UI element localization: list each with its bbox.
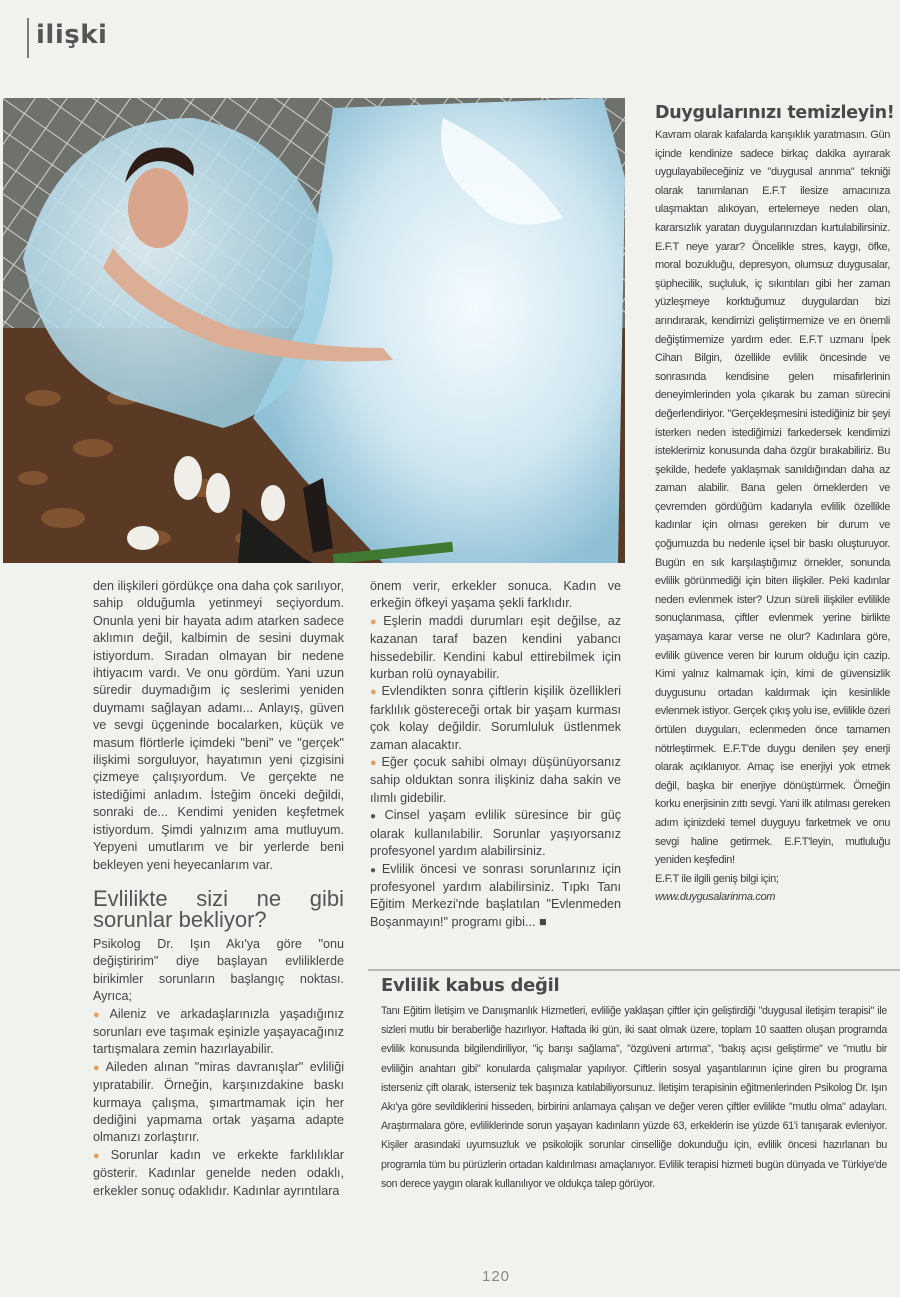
middle-column <box>370 578 621 931</box>
box-body: Tanı Eğitim İletişim ve Danışmanlık Hizmetleri, evliliğe yaklaşan çiftler için geliştirdiği "duygusal iletişim terapisi" ile sizleri mutlu bir beraberliğe hazırlıyor. Haftada iki gün, iki saat olmak üzere, toplam 10 saatten oluşan programda evlilik konusunda bilgilendiriliyor, "iç barışı sağlama", "özgüveni artırma", "bakış açısı geliştirme" ve "mutlu bir evliliğin anahtarı gibi" konularda çalışmalar yapılıyor. Çiftlerin sosyal yaşantılarının içine giren bu programa isterseniz çift olarak, isterseniz tek başınıza katılabiliyorsunuz. İletişim terapisinin eğitmenlerinden Psikolog Dr. Işın Akı'ya göre sevildiklerini hisseden, birbirini anlamaya çalışan ve değer veren çiftler evlilikte "mutlu olma" adayları. Araştırmalara göre, evliliklerinde sorun yaşayan kadınların yüzde 63, erkeklerin ise yüzde 61'i tanışarak evleniyor. Kişiler arasındaki uyumsuzluk ve psikolojik sorunlar cinselliğe dokunduğu için, evlilik öncesi hazırlanan bu programla tüm bu pürüzlerin ortadan kaldırılması amaçlanıyor. Evlilik terapisi hizmeti bugün dünyada ve Türkiye'de son derece yaygın olarak kullanılıyor ve oldukça talep görüyor. <box>381 1005 887 1190</box>
bride-photo-illustration <box>3 98 625 563</box>
page-number: 120 <box>482 1268 511 1285</box>
left-bullet: ● Sorunlar kadın ve erkekte farklılıklar gösterir. Kadınlar genelde neden odaklı, erkekler sonuç odaklıdır. Kadınlar ayrıntılara <box>93 1147 344 1198</box>
middle-bullet: ● Evlendikten sonra çiftlerin kişilik özellikleri farklılık göstereceği ortak bir yaşam kurması çok kolay değildir. Sorumluluk üstlenmek zaman alacaktır. <box>370 684 621 752</box>
website-link[interactable]: www.duygusalarinma.com <box>655 891 776 904</box>
section-title: ilişki <box>36 20 108 50</box>
middle-bullet: ● Evlilik öncesi ve sonrası sorunlarınız için profesyonel yardım alabilirsiniz. Tıpkı Tanı Eğitim Merkezi'nde başlatılan "Evlenmeden Boşanmayın!" programı gibi... ■ <box>370 861 621 929</box>
bullet-dot-icon: ● <box>370 686 379 699</box>
bullet-dot-icon: ● <box>93 1061 103 1074</box>
right-info: E.F.T ile ilgili geniş bilgi için; <box>655 872 779 885</box>
left-column <box>93 578 344 1200</box>
right-heading: Duygularınızı temizleyin! <box>655 103 895 123</box>
bullet-dot-icon: ● <box>370 615 381 628</box>
end-square-icon: ■ <box>538 914 547 929</box>
bullet-dot-icon: ● <box>93 1008 107 1021</box>
left-intro: Psikolog Dr. Işın Akı'ya göre "onu değiştiririm" diye başlayan evliliklerde birikimler sorunların başlangıç noktası. Ayrıca; <box>93 936 344 1004</box>
left-paragraph: den ilişkileri gördükçe ona daha çok sarılıyor, sahip olduğumla yetinmeyi seçiyordum. Onunla yeni bir hayata adım atarken sadece aklımın değil, kalbimin de sesini duymak istiyordum. Sıradan olmayan bir nedene ihtiyacım vardı. Ve onu gördüm. Yani uzun süredir duymadığım iç seslerimi yeniden duymamı sağlayan adamı... Anlayış, güven ve sevgi üçgeninde bocalarken, küçük ve masum flörtlerle içimdeki "beni" ve "gerçek" ilişkimi sorguluyor, hayatımın yeni çizgisini çizmeye çalışıyordum. Ve gerçekte ne istediğimi anladım. İsteğim önceki değildi, sonraki de... Kendimi yeniden keşfetmek istiyordum. Şimdi yalnızım ama mutluyum. Yepyeni umutlarım ve bir yerlerde beni bekleyen yeni heyecanlarım var. <box>93 579 344 872</box>
bullet-dot-icon: ● <box>93 1149 108 1162</box>
box-divider <box>368 969 900 971</box>
section-marker <box>27 18 29 58</box>
left-bullet: ● Aileden alınan "miras davranışlar" evliliği yıpratabilir. Örneğin, karşınızdakine baskı kurmaya çalışma, şımartmamak için her dediğini yapmama ortak yaşama adapte olmanızı zorlaştırır. <box>93 1059 344 1145</box>
right-body: Kavram olarak kafalarda karışıklık yaratmasın. Gün içinde kendinize sadece birkaç dakika ayırarak uygulayabileceğiniz ve "duygusal arınma" tekniği olarak tanımlanan E.F.T ilesize amacınıza ulaşmaktan alıkoyan, ertelemeye neden olan, kararsızlık yaratan duygularınızdan kurtulabilirsiniz. E.F.T neye yarar? Öncelikle stres, kaygı, öfke, moral bozukluğu, depresyon, olumsuz duygusalar, şüphecilik, suçluluk, iç sıkıntıları gibi her zaman yüzleşmeye korktuğumuz duygulardan bizi arındırarak, kendimizi geliştirmemize ve en önemli değiştirmemize yardım eder. E.F.T uzmanı İpek Cihan Bilgin, özellikle evlilik öncesinde ve sonrasında kendisine gelen misafirlerinin deneyimlerinden yola çıkarak bu zaman sürecini değerlendiriyor. "Gerçekleşmesini istediğiniz bir şeyi isterken neden istediğimizi farkedersek kendimizi isteklerimiz konusunda daha özgür bırakabiliriz. Bu şekilde, hedefe yaklaşmak sanıldığından daha az zaman alabilir. Bana gelen örneklerden ve çevremden gördüğüm kadarıyla evlilik özellikle kadınlar için olması gereken bir durum ve çoğumuzda bu nedenle içsel bir baskı oluşturuyor. Bugün en sık karşılaştığımız örnekler, sonunda evlilik görünmediği için biten ilişkiler. Peki kadınlar neden evlenmek ister? Uzun süreli ilişkiler evlilikle sonuçlanmasa, çiftler evlenmek yerine birlikte yaşamaya karar verse ne olur? Kadınlara göre, evlilik güvence veren bir kurum olduğu için cazip. Kimi yalnız kalmamak için, kimi de güvensizlik duygusunu ortadan kaldırmak için kesinlikle evlenmek istiyor. Gerçek çıkış yolu ise, evlilikle özeri örtülen duyguları, eclenmeden önce tamamen nötrleştirmek. E.F.T'de duygu denilen şey enerji olarak açıklanıyor. Amaç ise enerjiyi yok etmek değil, başka bir enerjiye dönüştürmek. Örneğin korku enerjisinin zıttı sevgi. Yani ilk atılması gereken adım içinizdeki temel duyguyu farketmek ve onu sevgi haline getirmek. E.F.T'leyin, mutluluğu yeniden keşfedin! <box>655 129 890 867</box>
bullet-dot-icon: ● <box>370 757 379 770</box>
bride-photo <box>3 98 625 563</box>
bullet-dot-icon: ● <box>370 864 379 876</box>
right-column <box>655 126 890 907</box>
bullet-dot-icon: ● <box>370 811 382 823</box>
middle-bullet: ● Eşlerin maddi durumları eşit değilse, az kazanan taraf bazen kendini yabancı hissedebilir. Kendini kabul ettirebilmek için kurban rolü oynayabilir. <box>370 613 621 682</box>
middle-bullet: ● Eğer çocuk sahibi olmayı düşünüyorsanız sahip olduktan sonra ilişkiniz daha sakin ve ılımlı gidebilir. <box>370 755 621 805</box>
box-title: Evlilik kabus değil <box>381 975 560 996</box>
middle-bullet: ● Cinsel yaşam evlilik süresince bir güç olarak kullanılabilir. Sorunlar yaşıyorsanız profesyonel yardım alabilirsiniz. <box>370 808 621 859</box>
left-heading: Evlilikte sizi ne gibi sorunlar bekliyor? <box>93 885 344 932</box>
left-bullet: ● Aileniz ve arkadaşlarınızla yaşadığınız sorunları eve taşımak eşinizle yaşayacağınız tartışmalara zemin hazırlayabilir. <box>93 1006 344 1057</box>
middle-lead: önem verir, erkekler sonuca. Kadın ve erkeğin öfkeyi yaşama şekli farklıdır. <box>370 579 621 611</box>
